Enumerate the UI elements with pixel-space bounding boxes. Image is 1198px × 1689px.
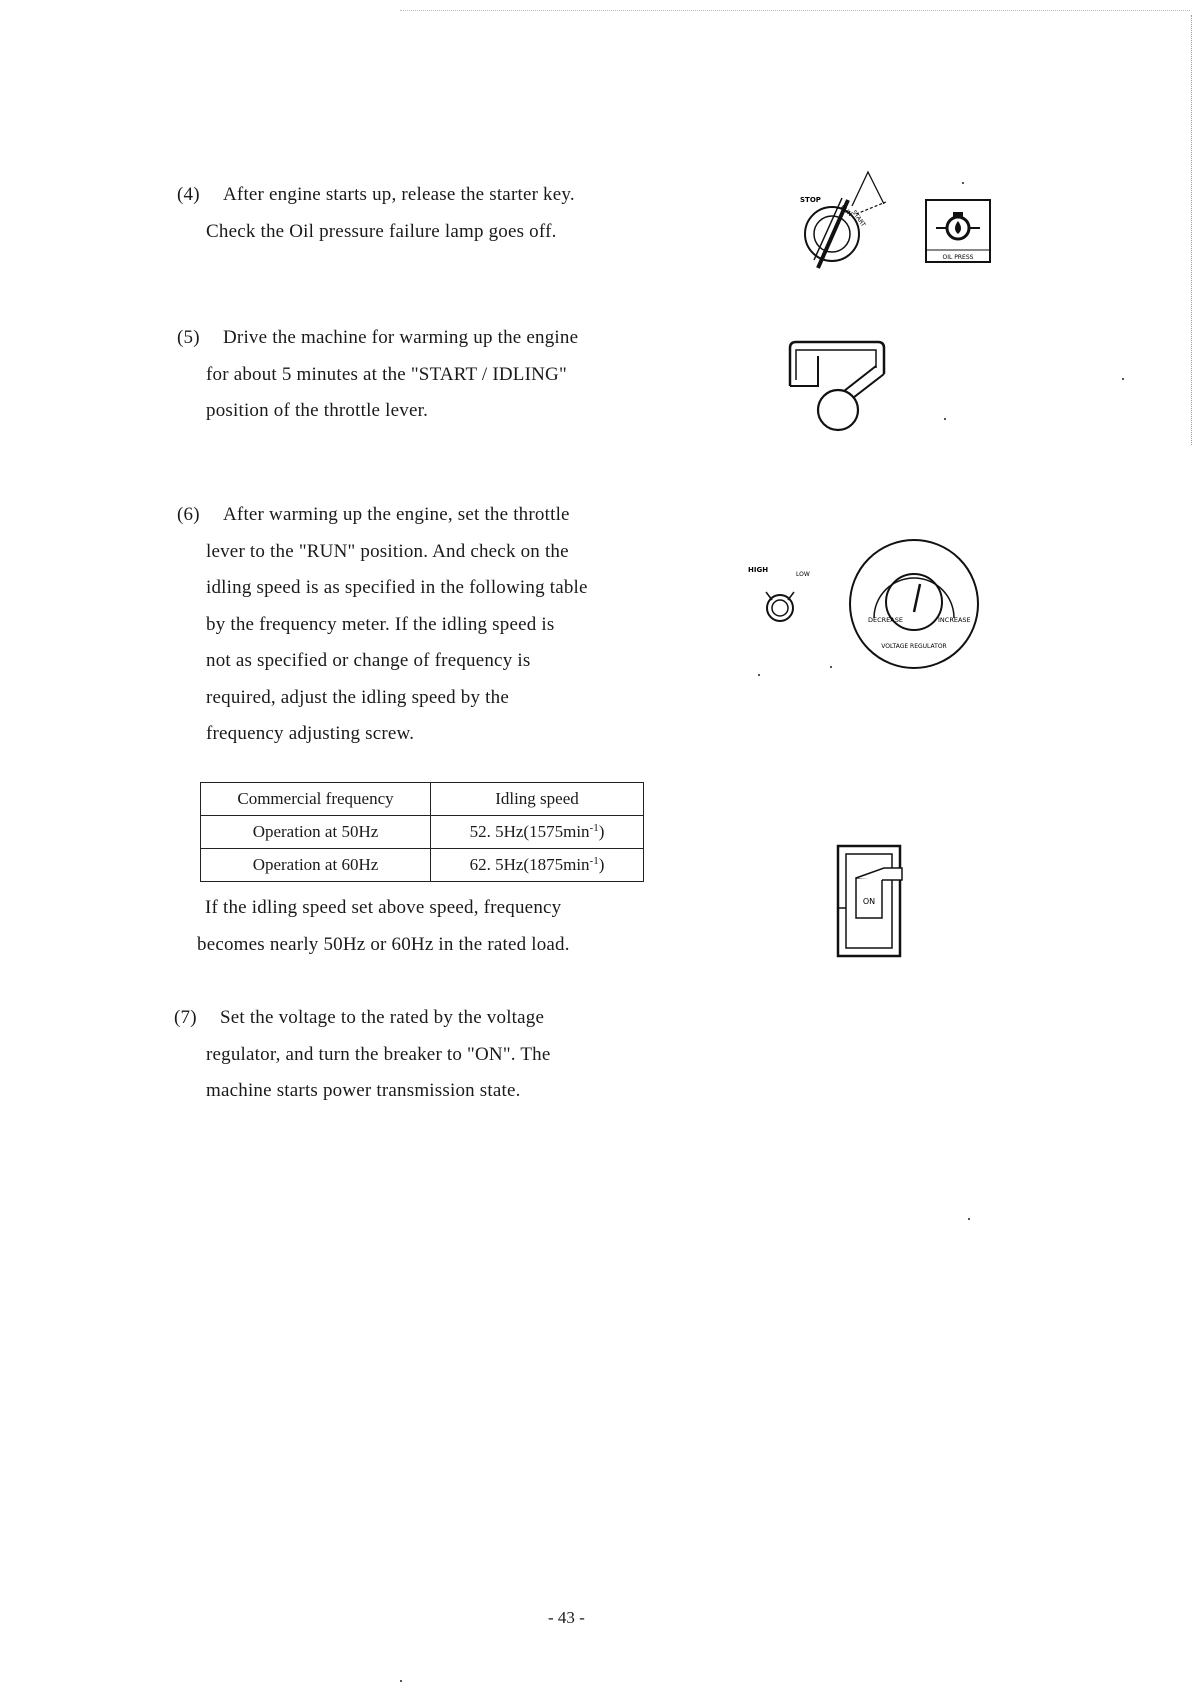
scan-top-edge xyxy=(400,10,1190,11)
table-header-speed: Idling speed xyxy=(431,783,644,816)
step-6 xyxy=(177,497,588,753)
table-header-row xyxy=(201,783,644,816)
key-switch-icon xyxy=(796,168,906,278)
speed-close-paren: ) xyxy=(598,855,605,874)
breaker-switch-figure xyxy=(836,844,908,960)
table-cell-operation: Operation at 60Hz xyxy=(201,849,431,882)
scan-speck xyxy=(962,182,964,184)
table-cell-speed xyxy=(431,816,644,849)
scan-speck xyxy=(1122,378,1124,380)
scan-speck xyxy=(968,1218,970,1220)
speed-switch-figure xyxy=(744,562,824,632)
step-text-line: lever to the "RUN" position. And check on the xyxy=(206,540,569,562)
note-line: If the idling speed set above speed, frequency xyxy=(205,897,562,918)
note-line: becomes nearly 50Hz or 60Hz in the rated load. xyxy=(197,933,570,955)
table-row xyxy=(201,849,644,882)
step-7 xyxy=(174,1000,551,1110)
step-text-line: After warming up the engine, set the throttle xyxy=(223,504,570,525)
step-text-line: frequency adjusting screw. xyxy=(206,723,415,744)
speed-high-label: HIGH xyxy=(748,566,769,574)
speed-low-label: LOW xyxy=(796,571,810,578)
step-text-line: for about 5 minutes at the "START / IDLING" xyxy=(206,363,567,385)
step-text-line: position of the throttle lever. xyxy=(206,400,429,421)
step-text-line: After engine starts up, release the starter key. xyxy=(223,184,575,205)
speed-value: 52. 5Hz(1575min xyxy=(469,822,590,841)
step-text-line: by the frequency meter. If the idling speed is xyxy=(206,613,555,635)
step-5 xyxy=(177,320,578,430)
step-number: (5) xyxy=(177,327,200,348)
idling-speed-table xyxy=(200,782,644,882)
speed-close-paren: ) xyxy=(598,822,605,841)
step-text-line: not as specified or change of frequency is xyxy=(206,650,531,671)
speed-switch-icon xyxy=(744,562,824,632)
increase-label: INCREASE xyxy=(938,616,971,624)
step-text-line: regulator, and turn the breaker to "ON". The xyxy=(206,1043,551,1065)
page-number: - 43 - xyxy=(548,1608,585,1627)
scan-right-edge xyxy=(1191,15,1192,445)
step-text-line: Drive the machine for warming up the engine xyxy=(223,327,579,348)
decrease-label: DECREASE xyxy=(868,616,903,624)
speed-value: 62. 5Hz(1875min xyxy=(469,855,590,874)
voltage-regulator-figure xyxy=(846,536,986,676)
scan-speck xyxy=(944,418,946,420)
table-header-frequency: Commercial frequency xyxy=(201,783,431,816)
step-number: (7) xyxy=(174,1007,197,1028)
step-number: (6) xyxy=(177,504,200,525)
step-text-line: Check the Oil pressure failure lamp goes off. xyxy=(206,220,557,242)
key-stop-label: STOP xyxy=(800,196,821,204)
step-text-line: required, adjust the idling speed by the xyxy=(206,686,509,708)
key-start-label: START xyxy=(850,209,867,229)
voltage-regulator-label: VOLTAGE REGULATOR xyxy=(881,643,947,650)
speed-unit-exponent: -1 xyxy=(589,855,599,867)
step-text-line: idling speed is as specified in the following table xyxy=(206,577,588,598)
scan-speck xyxy=(758,674,760,676)
scan-speck xyxy=(830,666,832,668)
speed-unit-exponent: -1 xyxy=(589,822,599,834)
table-cell-speed xyxy=(431,849,644,882)
table-row xyxy=(201,816,644,849)
table-cell-operation: Operation at 50Hz xyxy=(201,816,431,849)
breaker-switch-icon xyxy=(836,844,908,960)
idling-note xyxy=(197,890,570,963)
step-4 xyxy=(177,177,575,250)
key-switch-figure xyxy=(796,168,906,278)
step-text-line: machine starts power transmission state. xyxy=(206,1080,521,1101)
step-number: (4) xyxy=(177,184,200,205)
scan-speck xyxy=(400,1680,402,1682)
oil-pressure-lamp-figure xyxy=(924,198,994,266)
step-text-line: Set the voltage to the rated by the voltage xyxy=(220,1007,545,1028)
throttle-lever-figure xyxy=(782,336,892,434)
voltage-regulator-icon xyxy=(846,536,986,676)
key-run-label: RUN xyxy=(838,204,854,218)
breaker-on-label: ON xyxy=(862,897,876,906)
throttle-lever-icon xyxy=(782,336,892,434)
oil-press-label: OIL PRESS xyxy=(942,254,974,261)
oil-pressure-lamp-icon xyxy=(924,198,994,266)
